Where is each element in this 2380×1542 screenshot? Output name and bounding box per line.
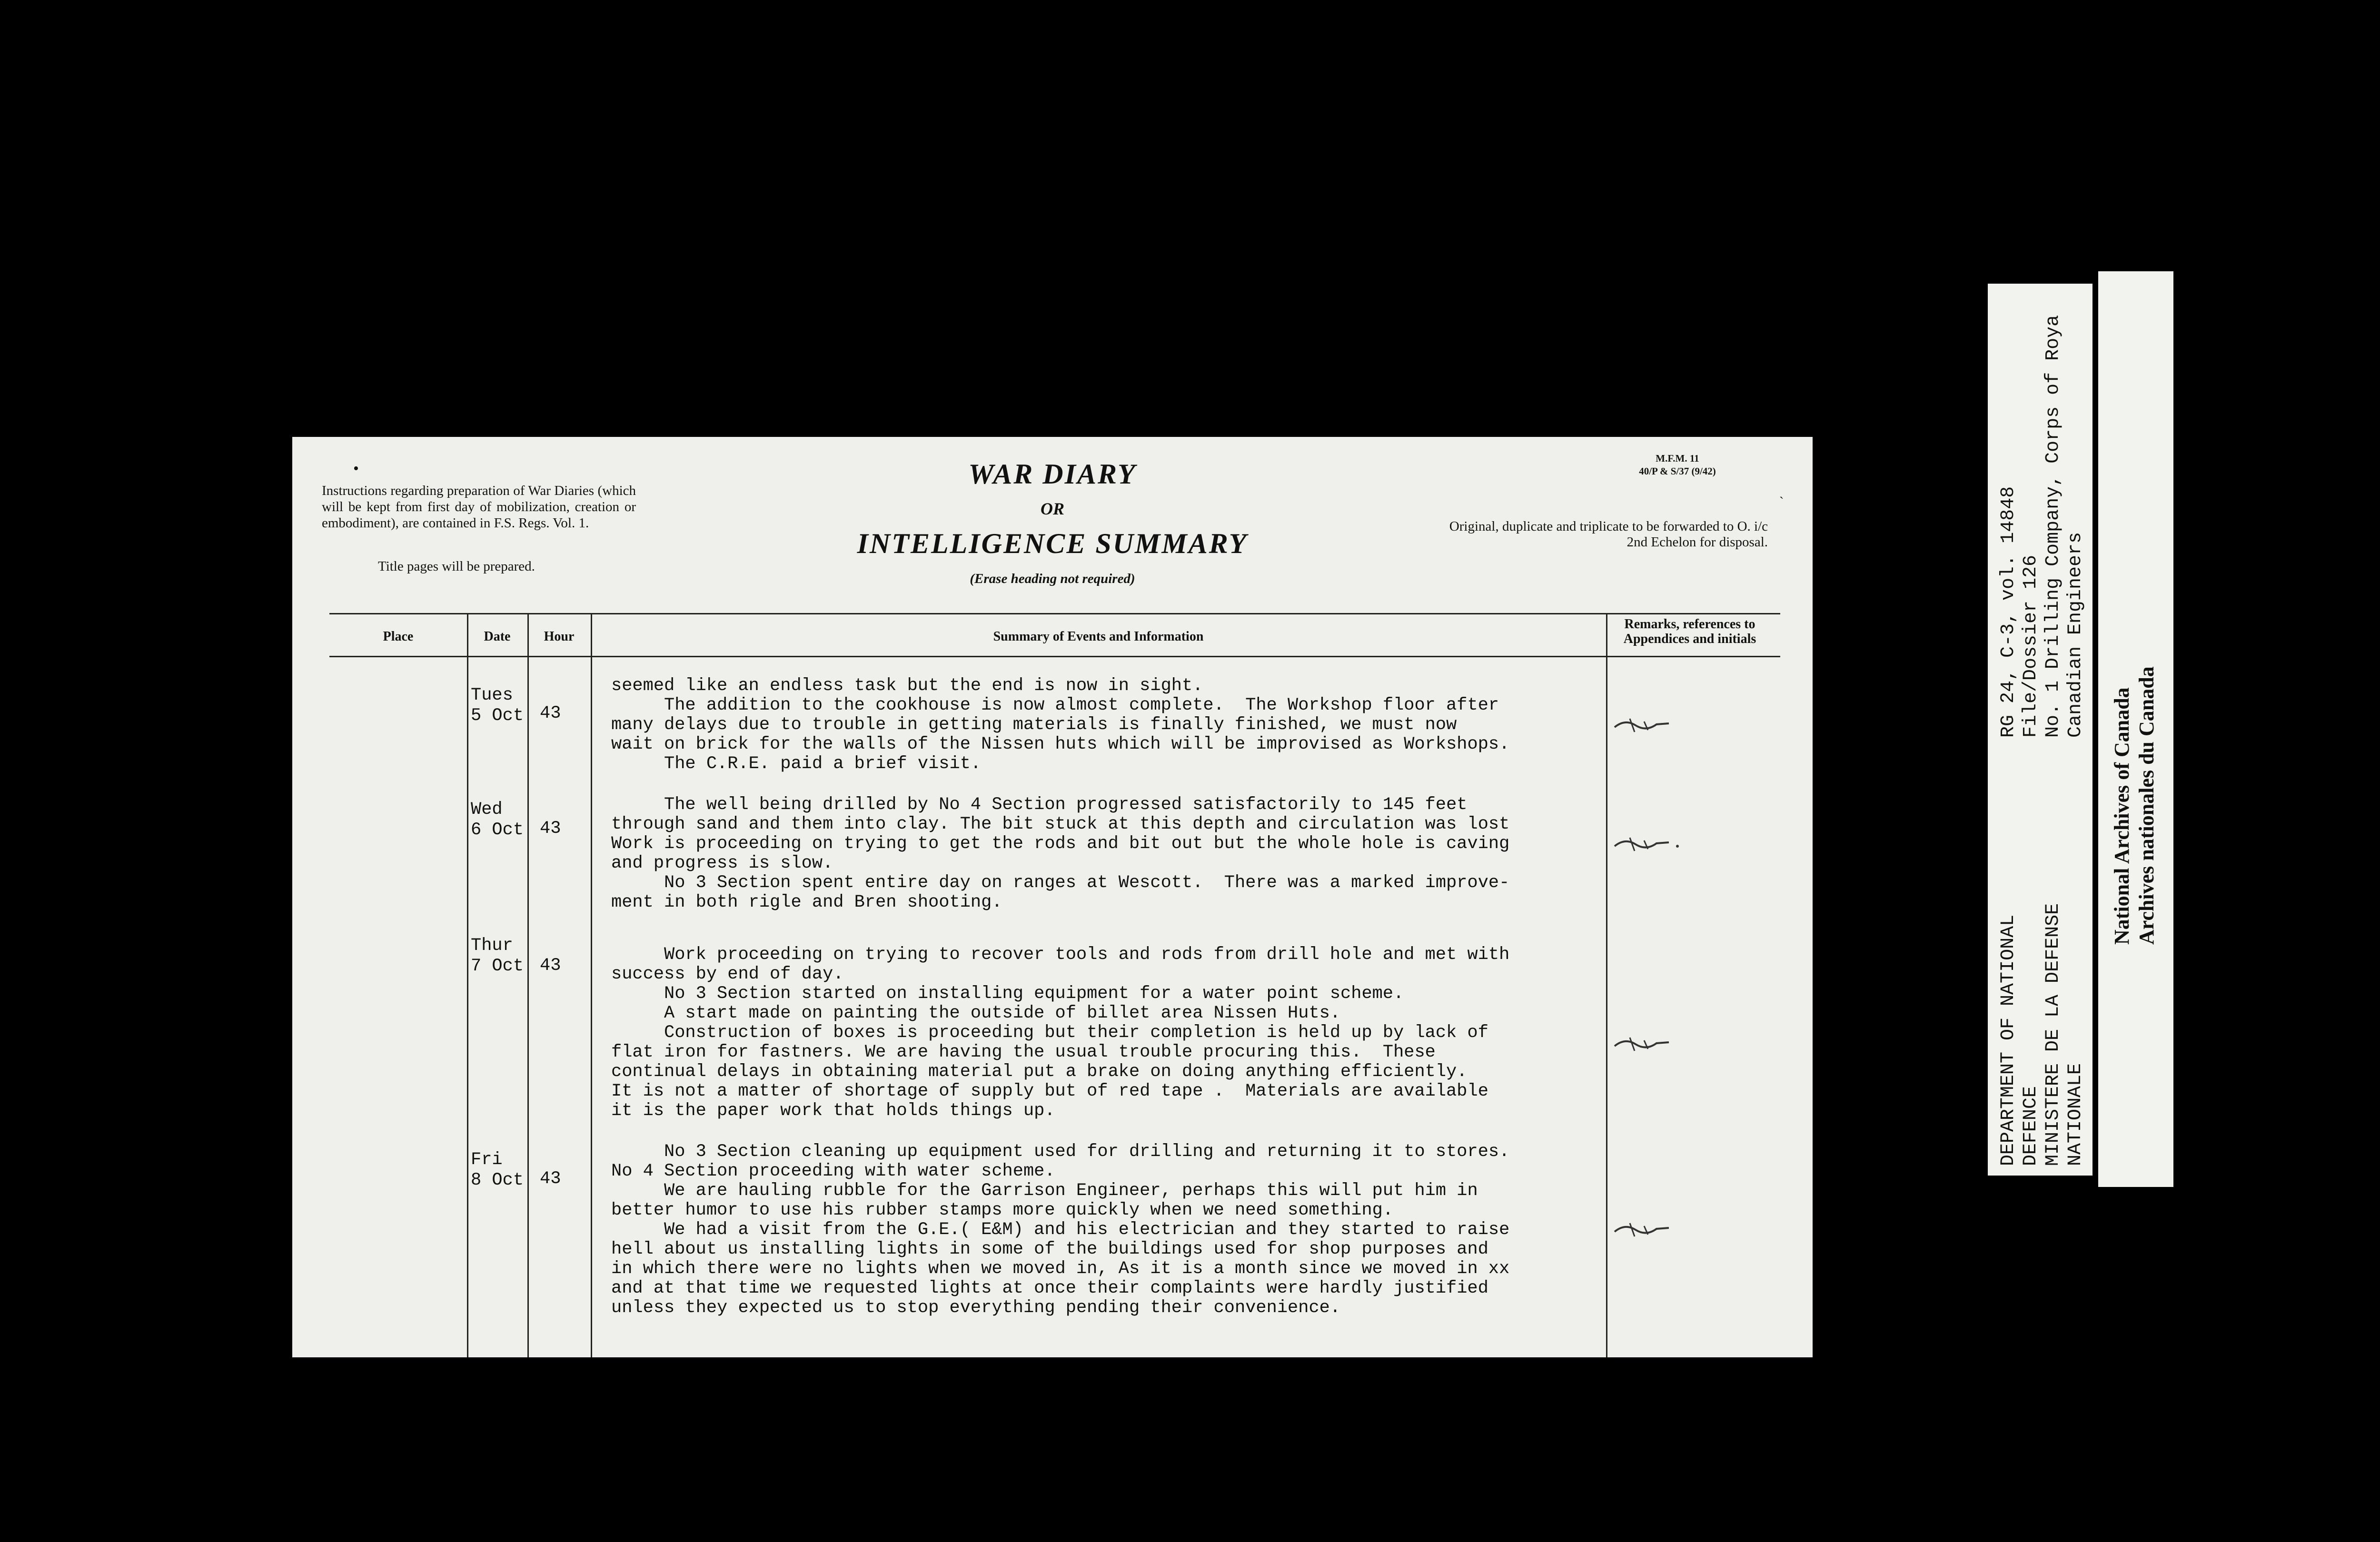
table-header-rule	[329, 656, 1780, 657]
col-header-remarks: Remarks, references to Appendices and initials	[1623, 617, 1756, 646]
summary-line: unless they expected us to stop everything pending their convenience.	[611, 1298, 1341, 1318]
summary-line: The well being drilled by No 4 Section progressed satisfactorily to 145 feet	[611, 795, 1468, 815]
title-pages-note: Title pages will be prepared.	[378, 559, 535, 574]
national-archives-label	[2110, 666, 2159, 945]
col-divider-summary	[1606, 613, 1607, 1357]
col-header-place: Place	[383, 629, 414, 644]
table-top-rule	[329, 613, 1780, 614]
entry-hour-3: 43	[540, 956, 561, 976]
archive-ref-line: File/Dossier 126	[2020, 554, 2042, 738]
summary-line: No 3 Section spent entire day on ranges at Wescott. There was a marked improve-	[611, 873, 1510, 893]
nac-french: Archives nationales du Canada	[2135, 666, 2158, 945]
summary-line: No 3 Section cleaning up equipment used for drilling and returning it to stores.	[611, 1142, 1510, 1162]
summary-line: flat iron for fastners. We are having the usual trouble procuring this. These	[611, 1042, 1436, 1062]
summary-line: Construction of boxes is proceeding but their completion is held up by lack of	[611, 1023, 1488, 1043]
entry-hour-1: 43	[540, 703, 561, 723]
summary-line: wait on brick for the walls of the Nissen huts which will be improvised as Workshops.	[611, 734, 1510, 754]
summary-line: We are hauling rubble for the Garrison Engineer, perhaps this will put him in	[611, 1181, 1478, 1201]
summary-line: success by end of day.	[611, 964, 844, 984]
col-header-date: Date	[484, 629, 511, 644]
entry-weekday: Tues	[471, 685, 513, 705]
initials-signature	[1611, 832, 1682, 856]
summary-line: Work is proceeding on trying to get the rods and bit out but the whole hole is caving	[611, 834, 1510, 854]
summary-line: in which there were no lights when we moved in, As it is a month since we moved in xx	[611, 1259, 1510, 1279]
summary-line: ment in both rigle and Bren shooting.	[611, 892, 1002, 912]
entry-day-2	[471, 800, 524, 840]
tick-mark: ˎ	[1779, 484, 1784, 499]
col-header-summary: Summary of Events and Information	[993, 629, 1204, 644]
summary-line: seemed like an endless task but the end is now in sight.	[611, 676, 1203, 696]
summary-line: No 3 Section started on installing equipment for a water point scheme.	[611, 984, 1404, 1004]
entry-date: 5 Oct	[471, 706, 524, 726]
nac-english: National Archives of Canada	[2110, 687, 2133, 945]
summary-line: The C.R.E. paid a brief visit.	[611, 754, 982, 774]
entry-day-1	[471, 685, 524, 726]
col-divider-place	[467, 613, 468, 1357]
summary-line: many delays due to trouble in getting materials is finally finished, we must now	[611, 715, 1457, 735]
entry-date: 8 Oct	[471, 1170, 524, 1190]
initials-signature	[1611, 713, 1673, 737]
summary-line: Work proceeding on trying to recover tools and rods from drill hole and met with	[611, 945, 1510, 965]
entry-weekday: Thur	[471, 936, 513, 956]
erase-note: (Erase heading not required)	[970, 571, 1135, 586]
entry-weekday: Fri	[471, 1150, 503, 1170]
archive-reference	[1997, 315, 2087, 738]
form-number-1: M.F.M. 11	[1656, 453, 1699, 464]
col-divider-hour	[591, 613, 592, 1357]
summary-line: and progress is slow.	[611, 853, 833, 873]
department-line: DEFENCE	[2020, 1086, 2042, 1166]
initials-signature	[1611, 1032, 1673, 1056]
instructions-note: Instructions regarding preparation of War Diaries (which will be kept from first day of mobilization, creation or embodiment), are contained in F.S. Regs. Vol. 1.	[322, 483, 636, 531]
entry-weekday: Wed	[471, 800, 503, 820]
original-note: Original, duplicate and triplicate to be forwarded to O. i/c 2nd Echelon for disposal.	[1449, 519, 1768, 550]
entry-hour-4: 43	[540, 1169, 561, 1189]
summary-line: No 4 Section proceeding with water scheme.	[611, 1161, 1055, 1181]
department-stamp	[1997, 903, 2087, 1166]
title-or: OR	[1040, 499, 1064, 518]
entry-day-4	[471, 1150, 524, 1191]
summary-line: The addition to the cookhouse is now almost complete. The Workshop floor after	[611, 695, 1499, 715]
summary-line: We had a visit from the G.E.( E&M) and his electrician and they started to raise	[611, 1220, 1510, 1240]
title-intelligence-summary: INTELLIGENCE SUMMARY	[857, 528, 1248, 559]
department-line: DEPARTMENT OF NATIONAL	[1998, 914, 2019, 1166]
title-war-diary: WAR DIARY	[968, 458, 1137, 490]
entry-date: 7 Oct	[471, 956, 524, 976]
entry-date: 6 Oct	[471, 820, 524, 840]
col-header-hour: Hour	[544, 629, 575, 644]
form-number-2: 40/P & S/37 (9/42)	[1639, 465, 1716, 477]
summary-line: It is not a matter of shortage of supply but of red tape . Materials are available	[611, 1081, 1488, 1101]
summary-line: it is the paper work that holds things up.	[611, 1101, 1055, 1121]
archive-ref-line: RG 24, C-3, vol. 14848	[1998, 486, 2019, 738]
summary-line: continual delays in obtaining material put a brake on doing anything efficiently.	[611, 1062, 1468, 1082]
initials-signature	[1611, 1217, 1673, 1241]
summary-line: hell about us installing lights in some of the buildings used for shop purposes and	[611, 1239, 1488, 1259]
department-line: NATIONALE	[2065, 1063, 2086, 1166]
entry-hour-2: 43	[540, 819, 561, 839]
war-diary-sheet	[292, 437, 1813, 1357]
summary-line: and at that time we requested lights at once their complaints were hardly justified	[611, 1278, 1488, 1298]
ink-mark: •	[353, 460, 359, 477]
entry-day-3	[471, 936, 524, 977]
summary-line: A start made on painting the outside of billet area Nissen Huts.	[611, 1003, 1341, 1023]
col-divider-date	[527, 613, 529, 1357]
archive-ref-line: No. 1 Drilling Company, Corps of Roya	[2043, 315, 2064, 738]
summary-line: through sand and them into clay. The bit stuck at this depth and circulation was lost	[611, 814, 1510, 834]
department-line: MINISTERE DE LA DEFENSE	[2043, 903, 2064, 1166]
form-number	[1630, 452, 1725, 478]
archive-ref-line: Canadian Engineers	[2065, 532, 2086, 738]
summary-line: better humor to use his rubber stamps more quickly when we need something.	[611, 1200, 1394, 1220]
